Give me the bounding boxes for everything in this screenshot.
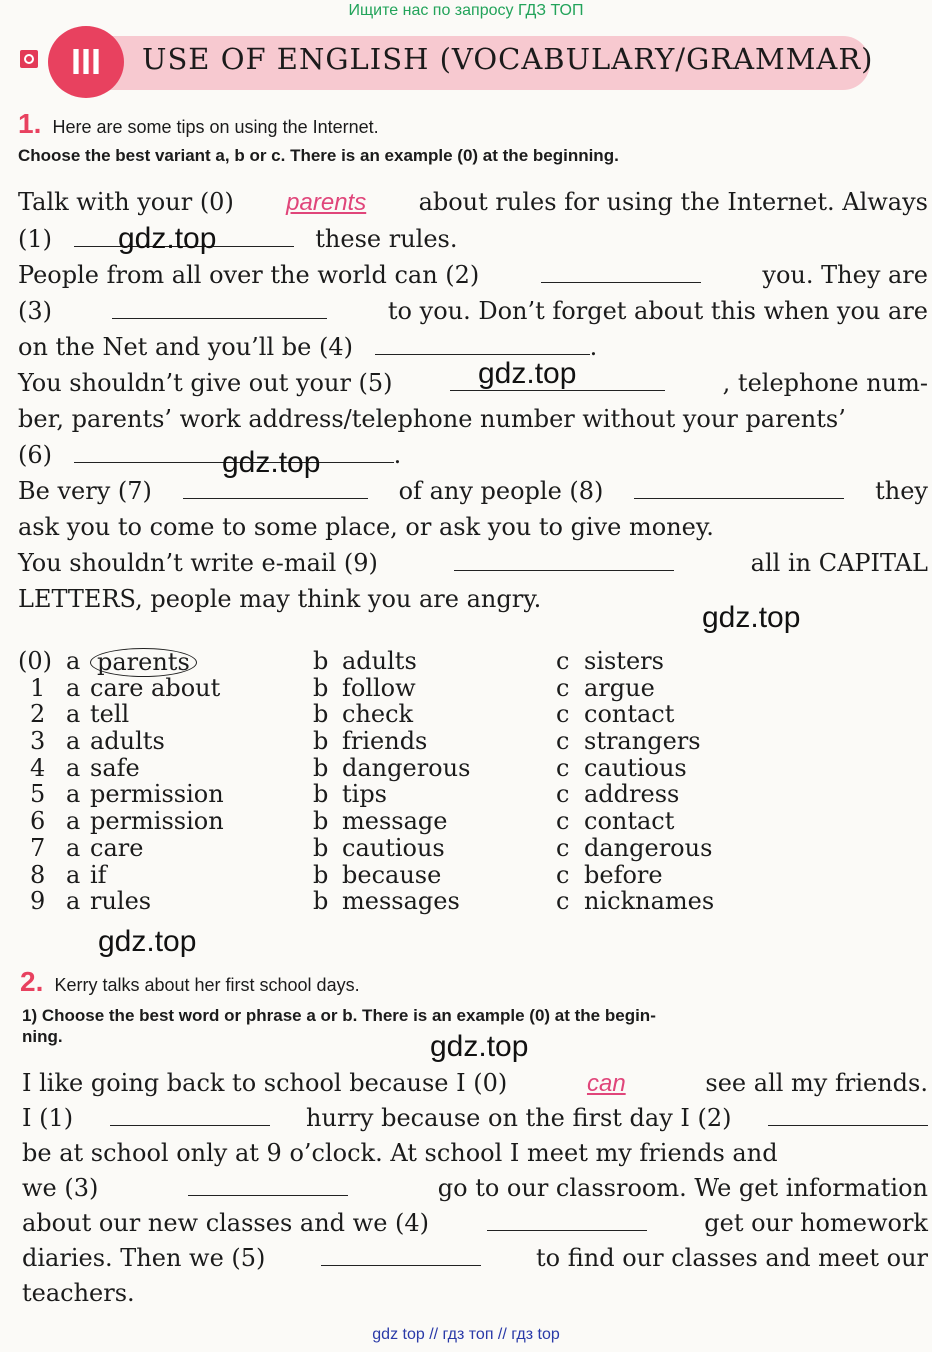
answer-blank-3[interactable]: [112, 294, 327, 319]
answer-blank-2[interactable]: [541, 258, 701, 283]
option-number: 2: [30, 700, 46, 729]
ex1-line: [18, 509, 928, 545]
option-letter-a: a: [66, 780, 81, 809]
option-number: 6: [30, 807, 46, 836]
option-b[interactable]: cautious: [342, 833, 445, 862]
option-c[interactable]: address: [584, 780, 680, 809]
option-b[interactable]: dangerous: [342, 753, 471, 782]
ex1-text-segment: You shouldn’t give out your (5): [18, 369, 393, 397]
answer-blank-1[interactable]: [110, 1101, 270, 1126]
example-answer: can: [586, 1070, 626, 1097]
ex2-line: [22, 1206, 928, 1241]
ex2-text-segment: go to our classroom. We get information: [437, 1174, 928, 1202]
option-number: 5: [30, 780, 46, 809]
option-number: 1: [30, 673, 46, 702]
footer: gdz top // гдз топ // гдз top: [372, 1326, 560, 1343]
watermark: gdz.top: [222, 446, 321, 479]
ex1-line: [18, 545, 928, 581]
ex2-number: 2.: [20, 966, 44, 997]
ex2-instruction-cont: ning.: [22, 1027, 63, 1046]
option-letter-b: b: [313, 833, 329, 862]
option-letter-c: c: [556, 887, 570, 916]
answer-blank-2[interactable]: [768, 1101, 928, 1126]
option-c[interactable]: contact: [584, 807, 675, 836]
watermark: gdz.top: [98, 925, 197, 958]
top-banner: Ищите нас по запросу ГДЗ ТОП: [348, 2, 584, 19]
ex1-text-segment: of any people (8): [398, 477, 604, 505]
answer-blank-8[interactable]: [634, 474, 844, 499]
ex1-text-segment: all in CAPITAL: [750, 549, 928, 577]
ex1-text-segment: (1): [18, 225, 52, 253]
option-letter-a: a: [66, 753, 81, 782]
ex1-text-segment: these rules.: [315, 225, 458, 253]
watermark: gdz.top: [118, 222, 217, 255]
ex1-line: [18, 329, 928, 365]
option-letter-a: a: [66, 833, 81, 862]
ex1-text-segment: Be very (7): [18, 477, 152, 505]
option-letter-c: c: [556, 647, 570, 675]
option-letter-b: b: [313, 860, 329, 889]
ex2-intro: Kerry talks about her first school days.: [54, 975, 360, 995]
ex1-line: [18, 437, 928, 473]
option-c[interactable]: strangers: [584, 727, 701, 756]
ex1-text-segment: Talk with your (0): [18, 188, 234, 216]
option-b[interactable]: check: [342, 700, 414, 729]
option-a[interactable]: care about: [90, 673, 221, 702]
option-a[interactable]: rules: [90, 887, 152, 916]
answer-blank-9[interactable]: [454, 546, 674, 571]
option-letter-c: c: [556, 807, 570, 836]
section-title: USE OF ENGLISH (VOCABULARY/GRAMMAR): [142, 42, 874, 76]
ex1-line: [18, 365, 928, 401]
option-a[interactable]: safe: [90, 753, 140, 782]
option-a[interactable]: adults: [90, 727, 165, 756]
ex1-number: 1.: [18, 108, 42, 139]
option-letter-c: c: [556, 860, 570, 889]
answer-blank-5[interactable]: [321, 1241, 481, 1266]
ex2-text-segment: be at school only at 9 o’clock. At school I meet my friends and: [22, 1139, 778, 1167]
option-c[interactable]: argue: [584, 673, 655, 702]
ex2-text-segment: about our new classes and we (4): [22, 1209, 430, 1237]
ex1-text-segment: (3): [18, 297, 52, 325]
option-c[interactable]: nicknames: [584, 887, 715, 916]
ex2-text-segment: hurry because on the first day I (2): [306, 1104, 732, 1132]
ex2-text-segment: see all my friends.: [705, 1069, 928, 1097]
ex2-line: [22, 1241, 928, 1276]
option-a[interactable]: tell: [90, 700, 130, 729]
option-number: 7: [30, 833, 46, 862]
ex1-line: [18, 293, 928, 329]
option-letter-c: c: [556, 727, 570, 756]
example-answer: parents: [286, 189, 367, 216]
option-c[interactable]: contact: [584, 700, 675, 729]
answer-blank-3[interactable]: [188, 1171, 348, 1196]
ex2-text-segment: teachers.: [22, 1279, 135, 1307]
answer-blank-4[interactable]: [487, 1206, 647, 1231]
ex1-text-segment: ask you to come to some place, or ask you to give money.: [18, 513, 714, 541]
ex1-text-segment: , telephone num-: [722, 369, 928, 397]
section-icon: [20, 50, 38, 68]
option-letter-b: b: [313, 673, 329, 702]
option-letter-b: b: [313, 780, 329, 809]
option-letter-a: a: [66, 700, 81, 729]
option-letter-c: c: [556, 673, 570, 702]
option-letter-a: a: [66, 807, 81, 836]
watermark: gdz.top: [478, 357, 577, 390]
option-number: 9: [30, 887, 46, 916]
ex2-text-segment: get our homework: [704, 1209, 928, 1237]
watermark: gdz.top: [430, 1030, 529, 1063]
ex1-text-segment: to you. Don’t forget about this when you are: [387, 297, 928, 325]
answer-blank-4[interactable]: [375, 330, 590, 355]
option-b[interactable]: friends: [342, 727, 428, 756]
ex1-line: [18, 473, 928, 509]
ex1-text-segment: People from all over the world can (2): [18, 261, 480, 289]
ex2-line: [22, 1136, 928, 1171]
option-number: 4: [30, 753, 46, 782]
option-letter-c: c: [556, 833, 570, 862]
option-letter-b: b: [313, 807, 329, 836]
ex1-line: [18, 184, 928, 221]
option-a[interactable]: care: [90, 833, 144, 862]
ex1-text-segment: .: [393, 441, 402, 469]
ex1-text-segment: ber, parents’ work address/telephone number without your parents’: [18, 405, 846, 433]
option-a[interactable]: parents: [90, 648, 197, 677]
option-letter-a: a: [66, 673, 81, 702]
option-number: 3: [30, 727, 46, 756]
option-number: (0): [18, 647, 52, 675]
ex2-line: [22, 1276, 928, 1311]
option-a[interactable]: permission: [90, 780, 224, 809]
ex1-text-segment: LETTERS, people may think you are angry.: [18, 585, 542, 613]
ex1-text-segment: You shouldn’t write e-mail (9): [18, 549, 378, 577]
option-b[interactable]: message: [342, 807, 448, 836]
ex1-intro: Here are some tips on using the Internet.: [52, 117, 379, 137]
ex2-text-segment: we (3): [22, 1174, 99, 1202]
option-c[interactable]: dangerous: [584, 833, 713, 862]
ex2-text-segment: to find our classes and meet our: [536, 1244, 928, 1272]
option-letter-b: b: [313, 753, 329, 782]
ex2-text-segment: I like going back to school because I (0): [22, 1069, 508, 1097]
option-b[interactable]: messages: [342, 887, 460, 916]
option-number: 8: [30, 860, 46, 889]
option-c[interactable]: sisters: [584, 647, 664, 675]
section-number: III: [48, 26, 124, 98]
ex2-text-segment: diaries. Then we (5): [22, 1244, 266, 1272]
ex2-header: [20, 966, 360, 998]
option-letter-b: b: [313, 647, 329, 675]
option-letter-a: a: [66, 887, 81, 916]
ex1-text-segment: about rules for using the Internet. Always: [418, 188, 928, 216]
ex2-line: [22, 1101, 928, 1136]
ex2-line: [22, 1171, 928, 1206]
option-letter-c: c: [556, 780, 570, 809]
option-b[interactable]: follow: [342, 673, 416, 702]
option-c[interactable]: before: [584, 860, 663, 889]
option-letter-b: b: [313, 887, 329, 916]
ex2-instruction: 1) Choose the best word or phrase a or b. There is an example (0) at the begin-: [22, 1006, 656, 1025]
option-letter-a: a: [66, 647, 81, 675]
option-b[interactable]: adults: [342, 647, 417, 675]
ex1-instruction: Choose the best variant a, b or c. There is an example (0) at the beginning.: [18, 146, 619, 165]
option-letter-a: a: [66, 727, 81, 756]
option-letter-c: c: [556, 753, 570, 782]
ex1-header: [18, 108, 379, 140]
option-letter-b: b: [313, 727, 329, 756]
option-c[interactable]: cautious: [584, 753, 687, 782]
option-a[interactable]: if: [90, 860, 107, 889]
ex1-line: [18, 401, 928, 437]
option-b[interactable]: because: [342, 860, 442, 889]
ex1-text-segment: you. They are: [762, 261, 928, 289]
ex1-text-segment: they: [875, 477, 928, 505]
option-a[interactable]: permission: [90, 807, 224, 836]
ex1-text-segment: on the Net and you’ll be (4): [18, 333, 353, 361]
ex1-line: [18, 257, 928, 293]
ex1-text-segment: .: [589, 333, 598, 361]
ex2-line: [22, 1066, 928, 1101]
ex2-text: [22, 1066, 928, 1311]
option-letter-c: c: [556, 700, 570, 729]
option-letter-a: a: [66, 860, 81, 889]
ex1-text-segment: (6): [18, 441, 52, 469]
option-letter-b: b: [313, 700, 329, 729]
watermark: gdz.top: [702, 601, 801, 634]
option-b[interactable]: tips: [342, 780, 387, 809]
ex2-text-segment: I (1): [22, 1104, 74, 1132]
